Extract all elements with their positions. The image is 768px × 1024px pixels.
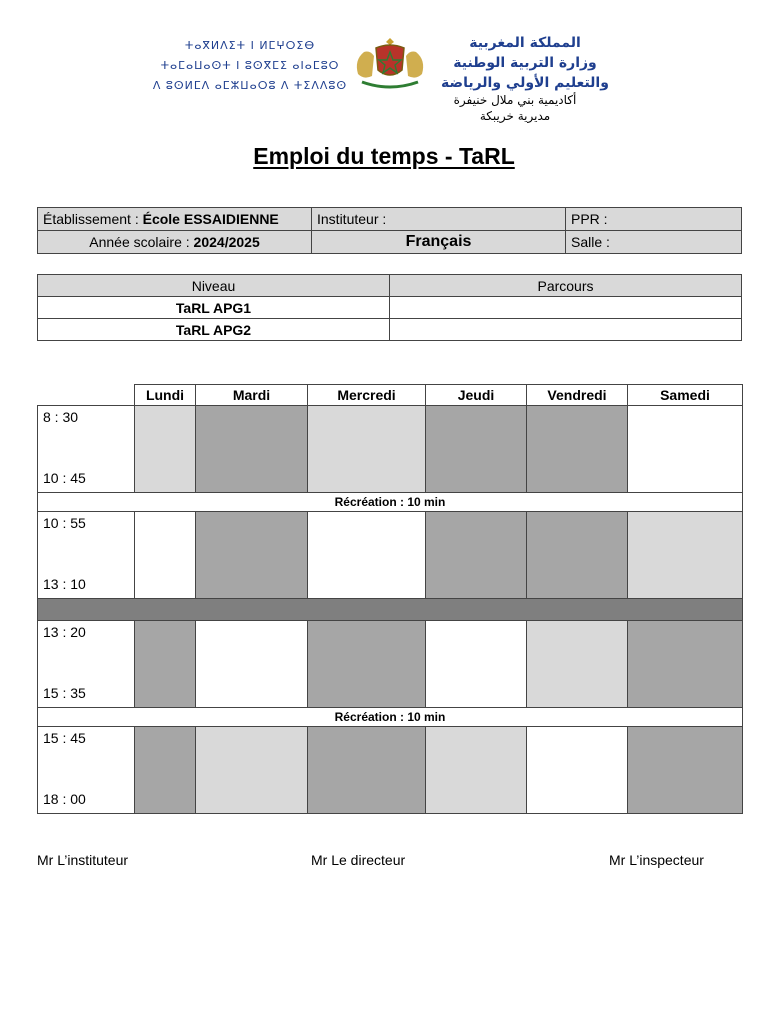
matiere-cell: Français — [312, 231, 566, 254]
etablissement-label: Établissement : — [43, 211, 143, 227]
time-cell — [38, 621, 135, 708]
arabic-header — [420, 33, 630, 93]
slot-start: 8 : 30 — [43, 409, 79, 425]
slot-end: 13 : 10 — [43, 576, 86, 592]
schedule-cell[interactable] — [196, 621, 308, 708]
schedule-table — [37, 384, 743, 814]
schedule-cell[interactable] — [308, 512, 426, 599]
schedule-cell[interactable] — [426, 621, 527, 708]
schedule-cell[interactable] — [196, 406, 308, 493]
slot-end: 15 : 35 — [43, 685, 86, 701]
schedule-cell[interactable] — [135, 406, 196, 493]
lunch-break-row — [38, 599, 743, 621]
direction-name: مديرية خريبكة — [479, 109, 551, 123]
signature-instituteur: Mr L’instituteur — [37, 852, 129, 868]
signature-directeur: Mr Le directeur — [311, 852, 406, 868]
days-header-row — [38, 385, 743, 406]
schedule-cell[interactable] — [426, 512, 527, 599]
day-header: Jeudi — [426, 385, 527, 406]
schedule-cell[interactable] — [628, 512, 743, 599]
info-table — [37, 207, 742, 254]
schedule-cell[interactable] — [527, 727, 628, 814]
schedule-cell[interactable] — [196, 512, 308, 599]
signature-inspecteur: Mr L’inspecteur — [609, 852, 704, 868]
slot-start: 13 : 20 — [43, 624, 86, 640]
ppr-cell: PPR : — [566, 208, 742, 231]
niveau-cell: TaRL APG1 — [38, 297, 390, 319]
schedule-cell[interactable] — [308, 727, 426, 814]
etablissement-value: École ESSAIDIENNE — [142, 211, 279, 227]
corner-cell — [38, 385, 135, 406]
slot-start: 10 : 55 — [43, 515, 86, 531]
schedule-cell[interactable] — [196, 727, 308, 814]
niveau-header: Niveau — [38, 275, 390, 297]
page-title-text: Emploi du temps - TaRL — [253, 143, 515, 169]
tifinagh-line: ⴷ ⵓⵙⵍⵎⴷ ⴰⵎⵣⵡⴰⵔⵓ ⴷ ⵜⵉⴷⴷⵓⵙ — [152, 79, 348, 92]
schedule-cell[interactable] — [628, 406, 743, 493]
lunch-break-band — [38, 599, 743, 621]
schedule-cell[interactable] — [135, 621, 196, 708]
instituteur-cell: Instituteur : — [312, 208, 566, 231]
niveau-table — [37, 274, 742, 341]
parcours-cell — [390, 319, 742, 341]
schedule-cell[interactable] — [135, 727, 196, 814]
recreation-label: Récréation : 10 min — [38, 493, 743, 512]
academie-name: أكاديمية بني ملال خنيفرة — [453, 93, 577, 107]
arabic-line: وزارة التربية الوطنية — [453, 55, 597, 71]
schedule-cell[interactable] — [308, 621, 426, 708]
royal-emblem-icon — [350, 34, 430, 90]
parcours-header: Parcours — [390, 275, 742, 297]
time-cell — [38, 406, 135, 493]
schedule-cell[interactable] — [527, 512, 628, 599]
recreation-row — [38, 708, 743, 727]
day-header: Mercredi — [308, 385, 426, 406]
schedule-cell[interactable] — [628, 727, 743, 814]
recreation-label: Récréation : 10 min — [38, 708, 743, 727]
recreation-row — [38, 493, 743, 512]
tifinagh-line: ⵜⴰⵎⴰⵡⴰⵙⵜ ⵏ ⵓⵙⴳⵎⵉ ⴰⵏⴰⵎⵓⵔ — [160, 59, 340, 72]
slot-start: 15 : 45 — [43, 730, 86, 746]
day-header: Mardi — [196, 385, 308, 406]
academie-block — [420, 92, 610, 124]
tifinagh-header — [150, 36, 350, 96]
schedule-cell[interactable] — [527, 406, 628, 493]
time-slot-row — [38, 512, 743, 599]
etablissement-cell — [38, 208, 312, 231]
page-title — [0, 143, 768, 170]
parcours-cell — [390, 297, 742, 319]
niveau-cell: TaRL APG2 — [38, 319, 390, 341]
annee-value: 2024/2025 — [193, 234, 260, 250]
tifinagh-line: ⵜⴰⴳⵍⴷⵉⵜ ⵏ ⵍⵎⵖⵔⵉⴱ — [184, 39, 316, 52]
schedule-cell[interactable] — [527, 621, 628, 708]
slot-end: 10 : 45 — [43, 470, 86, 486]
schedule-cell[interactable] — [135, 512, 196, 599]
time-slot-row — [38, 727, 743, 814]
schedule-cell[interactable] — [628, 621, 743, 708]
annee-label: Année scolaire : — [89, 234, 194, 250]
time-cell — [38, 512, 135, 599]
schedule-cell[interactable] — [308, 406, 426, 493]
salle-cell: Salle : — [566, 231, 742, 254]
schedule-cell[interactable] — [426, 727, 527, 814]
day-header: Samedi — [628, 385, 743, 406]
day-header: Lundi — [135, 385, 196, 406]
arabic-line: والتعليم الأولي والرياضة — [441, 75, 609, 91]
schedule-cell[interactable] — [426, 406, 527, 493]
time-cell — [38, 727, 135, 814]
arabic-line: المملكة المغربية — [469, 35, 581, 51]
annee-cell — [38, 231, 312, 254]
time-slot-row — [38, 406, 743, 493]
day-header: Vendredi — [527, 385, 628, 406]
slot-end: 18 : 00 — [43, 791, 86, 807]
time-slot-row — [38, 621, 743, 708]
